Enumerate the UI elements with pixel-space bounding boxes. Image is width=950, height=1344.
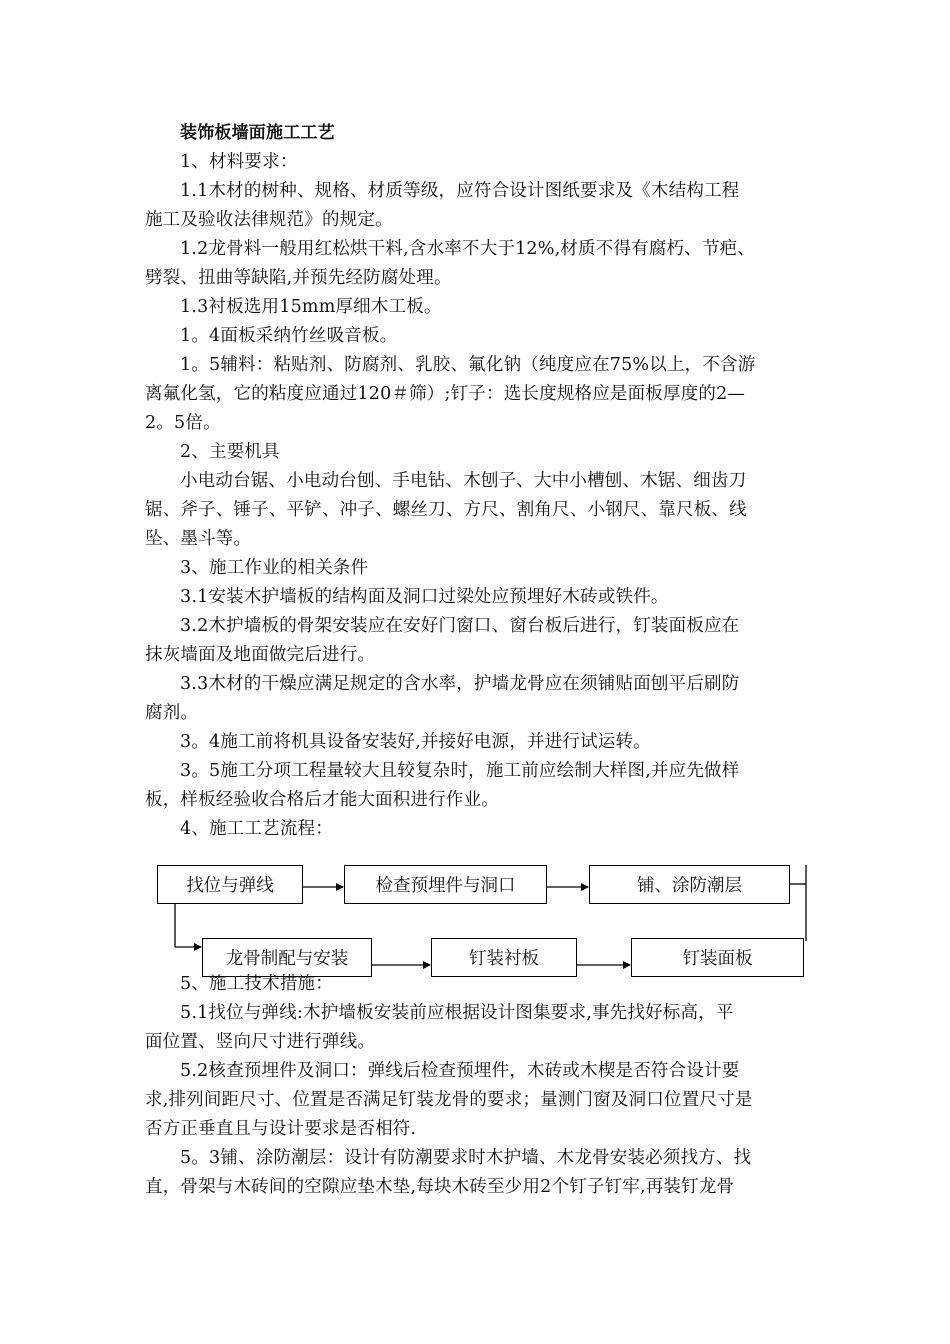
heading-2: 2、主要机具 <box>180 442 280 462</box>
para-line: 直，骨架与木砖间的空隙应垫木垫,每块木砖至少用2个钉子钉牢,再装钉龙骨 <box>145 1177 735 1197</box>
para-line: 5.1找位与弹线:木护墙板安装前应根据设计图集要求,事先找好标高，平 <box>180 1003 734 1023</box>
flow-step-moisture-layer: 铺、涂防潮层 <box>589 865 790 904</box>
para-line: 腐剂。 <box>145 703 199 723</box>
para-line: 小电动台锯、小电动台刨、手电钻、木刨子、大中小槽刨、木锯、细齿刀 <box>180 471 747 491</box>
para-line: 坠、墨斗等。 <box>145 529 252 549</box>
para-line: 1。4面板采纳竹丝吸音板。 <box>180 326 398 346</box>
para-line: 1.1木材的树种、规格、材质等级，应符合设计图纸要求及《木结构工程 <box>180 181 740 201</box>
doc-title: 装饰板墙面施工工艺 <box>180 123 335 143</box>
para-line: 板，样板经验收合格后才能大面积进行作业。 <box>145 790 499 810</box>
flow-step-lining: 钉装衬板 <box>431 938 577 977</box>
flow-step-check-embedded: 检查预埋件与洞口 <box>344 865 547 904</box>
heading-1: 1、材料要求： <box>180 152 298 172</box>
para-line: 3.3木材的干燥应满足规定的含水率，护墙龙骨应在须铺贴面刨平后刷防 <box>180 674 740 694</box>
para-line: 5。3铺、涂防潮层：设计有防潮要求时木护墙、木龙骨安装必须找方、找 <box>180 1148 752 1168</box>
para-line: 施工及验收法律规范》的规定。 <box>145 210 393 230</box>
para-line: 3。4施工前将机具设备安装好,并接好电源，并进行试运转。 <box>180 732 651 752</box>
para-line: 1.2龙骨料一般用红松烘干料,含水率不大于12%,材质不得有腐朽、节疤、 <box>180 239 756 259</box>
para-line: 离氟化氢，它的粘度应通过120＃筛）;钉子：选长度规格应是面板厚度的2— <box>145 384 746 404</box>
para-line: 面位置、竖向尺寸进行弹线。 <box>145 1032 376 1052</box>
para-line: 3。5施工分项工程量较大且较复杂时，施工前应绘制大样图,并应先做样 <box>180 761 740 781</box>
para-line: 锯、斧子、锤子、平铲、冲子、螺丝刀、方尺、割角尺、小钢尺、靠尺板、线 <box>145 500 747 520</box>
para-line: 3.2木护墙板的骨架安装应在安好门窗口、窗台板后进行，钉装面板应在 <box>180 616 740 636</box>
heading-4: 4、施工工艺流程： <box>180 819 333 839</box>
para-line: 否方正垂直且与设计要求是否相符. <box>145 1119 417 1139</box>
flow-step-locate: 找位与弹线 <box>157 865 303 904</box>
heading-5: 5、施工技术措施： <box>180 974 333 994</box>
para-line: 劈裂、扭曲等缺陷,并预先经防腐处理。 <box>145 268 452 288</box>
para-line: 抹灰墙面及地面做完后进行。 <box>145 645 376 665</box>
para-line: 求,排列间距尺寸、位置是否满足钉装龙骨的要求；量测门窗及洞口位置尺寸是 <box>145 1090 753 1110</box>
para-line: 1.3衬板选用15mm厚细木工板。 <box>180 297 442 317</box>
heading-3: 3、施工作业的相关条件 <box>180 558 369 578</box>
flow-step-keel: 龙骨制配与安装 <box>202 938 372 977</box>
flow-step-panel: 钉装面板 <box>631 938 804 977</box>
para-line: 2。5倍。 <box>145 413 221 433</box>
para-line: 5.2核查预埋件及洞口：弹线后检查预埋件，木砖或木楔是否符合设计要 <box>180 1061 740 1081</box>
para-line: 3.1安装木护墙板的结构面及洞口过梁处应预埋好木砖或铁件。 <box>180 587 669 607</box>
para-line: 1。5辅料：粘贴剂、防腐剂、乳胶、氟化钠（纯度应在75%以上，不含游 <box>180 355 756 375</box>
